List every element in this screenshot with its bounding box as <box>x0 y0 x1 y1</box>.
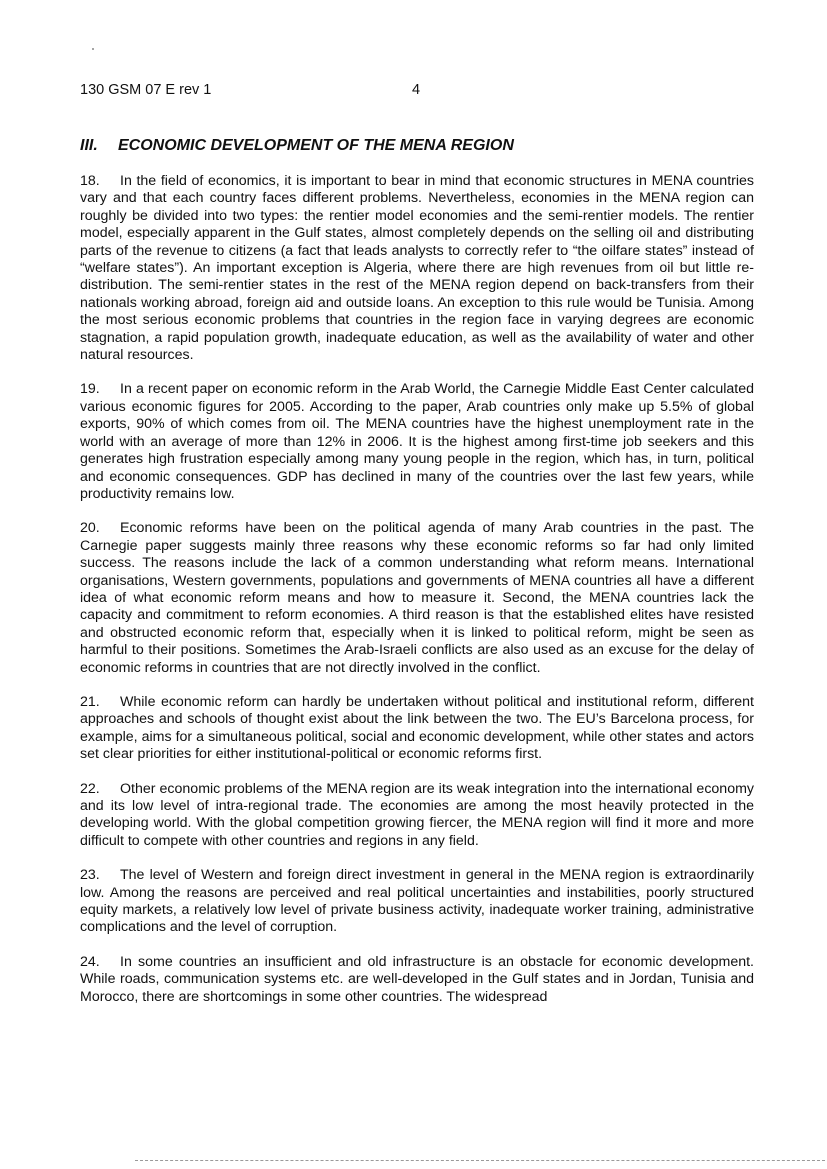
paragraph-number: 24. <box>80 953 100 970</box>
page-number: 4 <box>412 82 421 98</box>
section-heading <box>80 136 760 156</box>
scan-speck <box>92 48 94 50</box>
body-text <box>80 173 754 1023</box>
paragraph-20 <box>80 520 754 677</box>
paragraph-number: 20. <box>80 520 100 537</box>
paragraph-text: Economic reforms have been on the political agenda of many Arab countries in the past. The Carnegie paper suggests mainly three reasons why these economic reforms so far had only limited success. The reasons include the lack of a common understanding what reform means. International organisations, Western governments, populations and governments of MENA countries all have a different idea of what economic reform means and how to measure it. Second, the MENA countries lack the capacity and commitment to reform economies. A third reason is that the established elites have resisted and obstructed economic reform that, especially when it is linked to political reform, might be seen as harmful to their positions. Sometimes the Arab-Israeli conflicts are also used as an excuse for the delay of economic reforms in countries that are not directly involved in the conflict. <box>80 520 754 676</box>
paragraph-24 <box>80 954 754 1006</box>
paragraph-number: 21. <box>80 693 100 710</box>
paragraph-text: In a recent paper on economic reform in the Arab World, the Carnegie Middle East Center calculated various economic figures for 2005. According to the paper, Arab countries only make up 5.5% of global exports, 90% of which comes from oil. The MENA countries have the highest unemployment rate in the world with an average of more than 12% in 2006. It is the highest among first-time job seekers and this generates high frustration especially among many young people in the region, which has, in turn, political and economic consequences. GDP has declined in many of the countries over the last few years, while productivity remains low. <box>80 381 754 502</box>
paragraph-21 <box>80 694 754 764</box>
paragraph-text: The level of Western and foreign direct investment in general in the MENA region is extraordinarily low. Among the reasons are perceived and real political uncertainties and instabilities, poorly structured equity markets, a relatively low level of private business activity, inadequate worker training, administrative complications and the level of corruption. <box>80 867 754 936</box>
paragraph-22 <box>80 781 754 851</box>
paragraph-number: 19. <box>80 381 100 398</box>
section-title: ECONOMIC DEVELOPMENT OF THE MENA REGION <box>118 137 514 154</box>
paragraph-number: 22. <box>80 780 100 797</box>
paragraph-text: Other economic problems of the MENA region are its weak integration into the international economy and its low level of intra-regional trade. The economies are among the most heavily protected in the developing world. With the global competition growing fiercer, the MENA region will find it more and more difficult to compete with other countries and regions in any field. <box>80 780 754 849</box>
paragraph-number: 18. <box>80 173 100 189</box>
footer-rule <box>135 1160 825 1161</box>
paragraph-text: While economic reform can hardly be undertaken without political and institutional reform, different approaches and schools of thought exist about the link between the two. The EU’s Barcelona process, for example, aims for a simultaneous political, social and economic development, while other states and actors set clear priorities for either institutional-political or economic reforms first. <box>80 693 754 763</box>
paragraph-text: In the field of economics, it is important to bear in mind that economic structures in MENA countries vary and that each country faces different problems. Nevertheless, economies in the MENA region can roughly be divided into two types: the rentier model economies and the semi-rentier models. The rentier model, especially apparent in the Gulf states, almost completely depends on the selling oil and distributing parts of the revenue to citizens (a fact that leads analysts to correctly refer to “the oilfare states” instead of “welfare states”). An important exception is Algeria, where there are high revenues from oil but little re-distribution. The semi-rentier states in the rest of the MENA region depend on back-transfers from their nationals working abroad, foreign aid and outside loans. An exception to this rule would be Tunisia. Among the most serious economic problems that countries in the region face in varying degrees are economic stagnation, a rapid population growth, inadequate education, as well as the availability of water and other natural resources. <box>80 173 754 364</box>
section-number: III. <box>80 137 98 154</box>
paragraph-23 <box>80 867 754 937</box>
paragraph-text: In some countries an insufficient and old infrastructure is an obstacle for economic development. While roads, communication systems etc. are well-developed in the Gulf states and in Jordan, Tunisia and Morocco, there are shortcomings in some other countries. The widespread <box>80 953 754 1005</box>
paragraph-19 <box>80 381 754 503</box>
paragraph-number: 23. <box>80 867 100 884</box>
paragraph-18 <box>80 173 754 364</box>
document-reference: 130 GSM 07 E rev 1 <box>80 82 212 98</box>
